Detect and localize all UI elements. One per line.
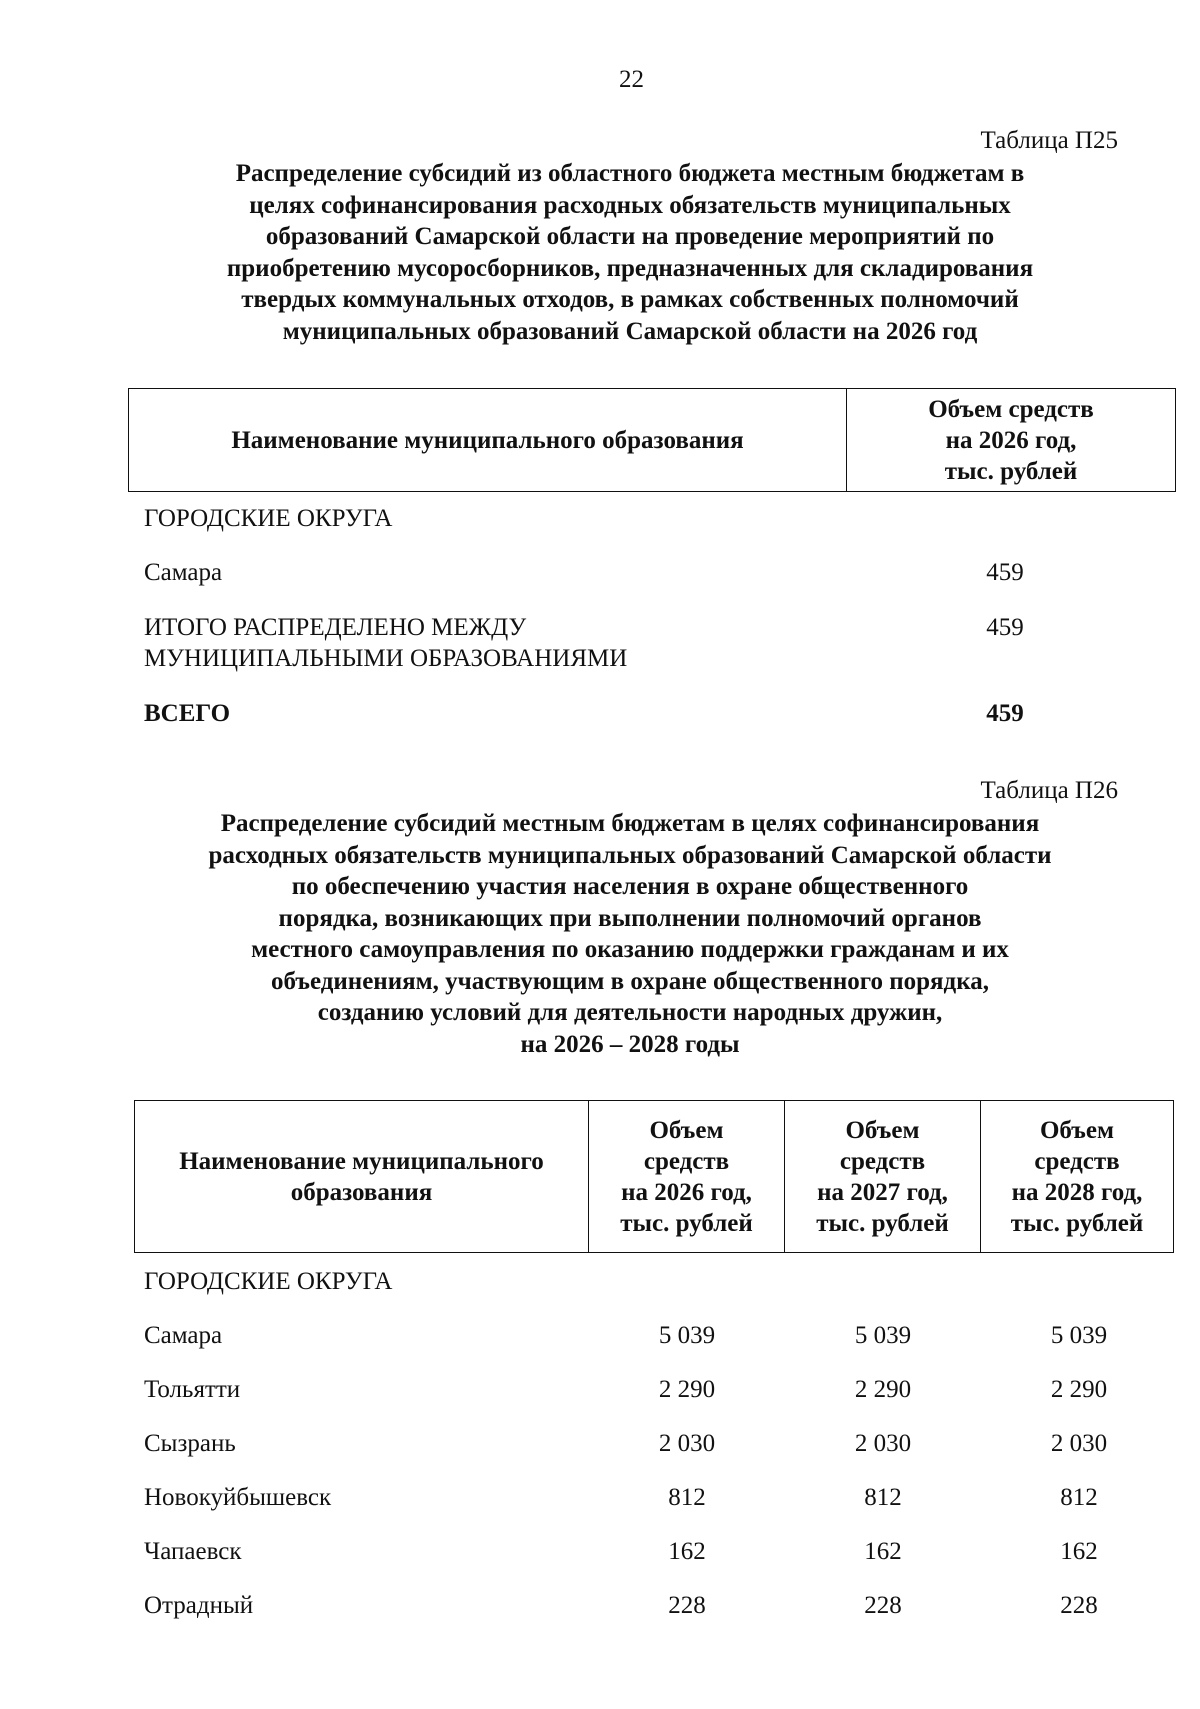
title-line: объединениям, участвующим в охране общественного порядка, <box>271 967 989 995</box>
title-line: созданию условий для деятельности народных дружин, <box>317 999 943 1026</box>
p26-row-2028: 162 <box>1060 1538 1098 1565</box>
p26-row-name: Сызрань <box>144 1430 236 1457</box>
header-volume-line: на 2026 год, <box>945 426 1077 454</box>
header-line: Объем <box>1039 1116 1115 1144</box>
title-line: на 2026 – 2028 годы <box>520 1030 740 1058</box>
title-line: твердых коммунальных отходов, в рамках собственных полномочий <box>241 286 1019 313</box>
title-line: Распределение субсидий из областного бюджета местным бюджетам в <box>235 160 1025 187</box>
title-line: целях софинансирования расходных обязательств муниципальных <box>249 191 1011 219</box>
p26-row-2027: 162 <box>864 1538 902 1565</box>
p26-row-2028: 812 <box>1060 1484 1098 1511</box>
table-p25-label: Таблица П25 <box>980 127 1118 154</box>
p26-row-2027: 2 290 <box>854 1376 912 1403</box>
p26-row-2028: 2 030 <box>1050 1430 1108 1457</box>
header-line: тыс. рублей <box>620 1209 753 1237</box>
p26-row-2026: 228 <box>668 1592 706 1619</box>
header-line: на 2026 год, <box>621 1178 752 1206</box>
header-name-line: Наименование муниципального <box>179 1147 544 1175</box>
p26-row-name: Тольятти <box>144 1376 241 1403</box>
title-line: по обеспечению участия населения в охране общественного <box>291 873 969 900</box>
header-line: Объем <box>649 1116 724 1144</box>
header-line: тыс. рублей <box>1010 1209 1144 1237</box>
header-volume-line: Объем средств <box>928 395 1094 423</box>
title-line: Распределение субсидий местным бюджетам в целях софинансирования <box>220 810 1040 837</box>
header-2028-cell <box>980 1101 1173 1252</box>
header-line: на 2027 год, <box>817 1178 948 1206</box>
title-line: приобретению мусоросборников, предназначенных для складирования <box>226 254 1034 282</box>
table-p25-header <box>128 388 1176 492</box>
p25-row-name: Самара <box>144 559 223 586</box>
table-p26-title <box>120 808 1140 1060</box>
header-2026-cell <box>588 1101 784 1252</box>
header-2027-cell <box>784 1101 980 1252</box>
header-volume-cell <box>846 389 1175 491</box>
p26-row-name: Самара <box>144 1322 223 1349</box>
header-line: на 2028 год, <box>1011 1178 1143 1206</box>
p26-row-2026: 2 030 <box>658 1430 716 1457</box>
p26-row-2028: 5 039 <box>1050 1322 1108 1349</box>
header-line: тыс. рублей <box>816 1209 949 1237</box>
table-p25-title <box>120 158 1140 347</box>
p26-group-label: ГОРОДСКИЕ ОКРУГА <box>144 1268 393 1295</box>
p26-row-2026: 2 290 <box>658 1376 716 1403</box>
header-name: Наименование муниципального образования <box>231 426 744 454</box>
header-name-line: образования <box>290 1178 433 1206</box>
table-p26-label: Таблица П26 <box>980 777 1118 804</box>
p25-group-label: ГОРОДСКИЕ ОКРУГА <box>144 505 393 532</box>
p25-total-distributed-value: 459 <box>986 614 1024 641</box>
p26-row-2026: 812 <box>668 1484 706 1511</box>
header-line: Объем <box>845 1116 920 1144</box>
p26-row-2027: 812 <box>864 1484 902 1511</box>
p25-grand-total-value: 459 <box>986 700 1024 727</box>
title-line: муниципальных образований Самарской области на 2026 год <box>282 317 978 345</box>
p26-row-2028: 2 290 <box>1050 1376 1108 1403</box>
p26-row-2028: 228 <box>1060 1592 1098 1619</box>
p26-row-name: Новокуйбышевск <box>144 1484 332 1511</box>
p26-row-2026: 5 039 <box>658 1322 716 1349</box>
header-line: средств <box>839 1147 926 1175</box>
p25-total-line: МУНИЦИПАЛЬНЫМИ ОБРАЗОВАНИЯМИ <box>144 645 628 672</box>
p26-row-2027: 2 030 <box>854 1430 912 1457</box>
p26-row-name: Чапаевск <box>144 1538 242 1565</box>
p26-row-2027: 5 039 <box>854 1322 912 1349</box>
title-line: расходных обязательств муниципальных образований Самарской области <box>208 841 1052 869</box>
p26-row-2026: 162 <box>668 1538 706 1565</box>
p25-total-line: ИТОГО РАСПРЕДЕЛЕНО МЕЖДУ <box>144 614 527 641</box>
header-name-cell <box>129 389 846 491</box>
p25-row-value: 459 <box>986 559 1024 586</box>
p26-row-2027: 228 <box>864 1592 902 1619</box>
title-line: порядка, возникающих при выполнении полномочий органов <box>278 904 982 932</box>
title-line: местного самоуправления по оказанию поддержки гражданам и их <box>251 936 1009 963</box>
title-line: образований Самарской области на проведение мероприятий по <box>265 223 995 250</box>
p25-grand-total-label: ВСЕГО <box>144 700 231 727</box>
header-volume-line: тыс. рублей <box>944 457 1078 485</box>
page-number: 22 <box>619 66 644 93</box>
p26-row-name: Отрадный <box>144 1592 254 1619</box>
p25-total-distributed-label <box>144 612 627 674</box>
header-line: средств <box>643 1147 730 1175</box>
header-name-cell <box>135 1101 588 1252</box>
table-p26-header <box>134 1100 1174 1253</box>
header-line: средств <box>1034 1147 1120 1175</box>
